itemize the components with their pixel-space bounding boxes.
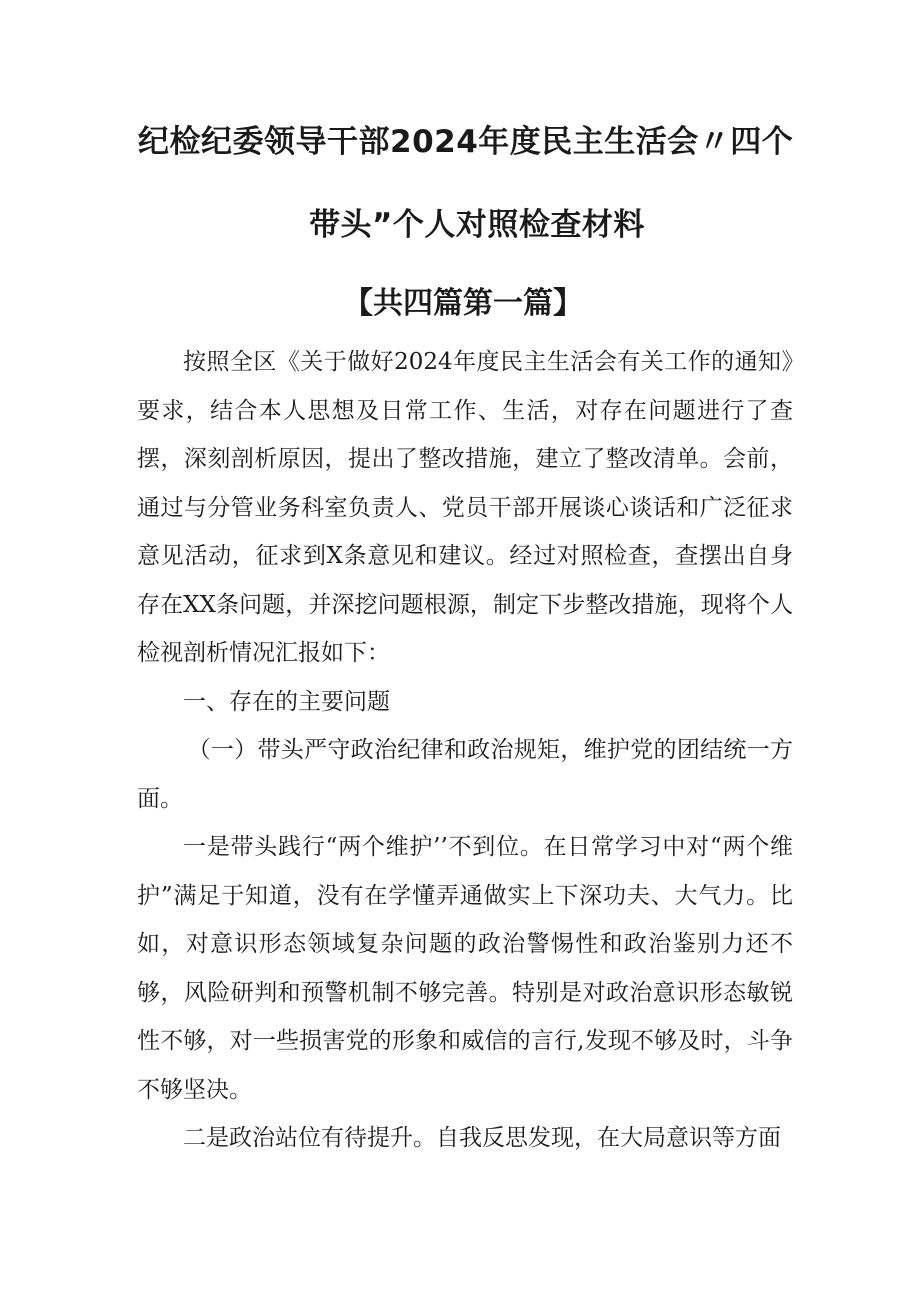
paragraph-problem-1: 一是带头践行“两个维护’’不到位。在日常学习中对“两个维护”满足于知道，没有在学懂弄通做实上下深功夫、大气力。比如，对意识形态领域复杂问题的政治警惕性和政治鉴别力还不够，风险研判和预警机制不够完善。特别是对政治意识形态敏锐性不够，对一些损害党的形象和威信的言行,发现不够及时，斗争不够坚决。: [137, 834, 793, 1103]
paragraph-intro: 按照全区《关于做好2024年度民主生活会有关工作的通知》要求，结合本人思想及日常工作、生活，对存在问题进行了查摆，深刻剖析原因，提出了整改措施，建立了整改清单。会前，通过与分管业务科室负责人、党员干部开展谈心谈话和广泛征求意见活动，征求到X条意见和建议。经过对照检查，查摆出自身存在XX条问题，并深挖问题根源，制定下步整改措施，现将个人检视剖析情况汇报如下：: [137, 349, 793, 666]
section-heading-main-problems: 一、存在的主要问题: [183, 688, 390, 715]
subsection-heading-1: （一）带头严守政治纪律和政治规矩，维护党的团结统一方面。: [137, 737, 793, 812]
document-body: [137, 338, 793, 1163]
document-title-line-1: 纪检纪委领导干部2024年度民主生活会〃四个: [138, 124, 794, 160]
document-title-line-2: 带头”个人对照检查材料: [309, 207, 645, 243]
paragraph-problem-2: 二是政治站位有待提升。自我反思发现，在大局意识等方面: [183, 1125, 781, 1151]
document-subtitle: 【共四篇第一篇】: [343, 286, 583, 321]
